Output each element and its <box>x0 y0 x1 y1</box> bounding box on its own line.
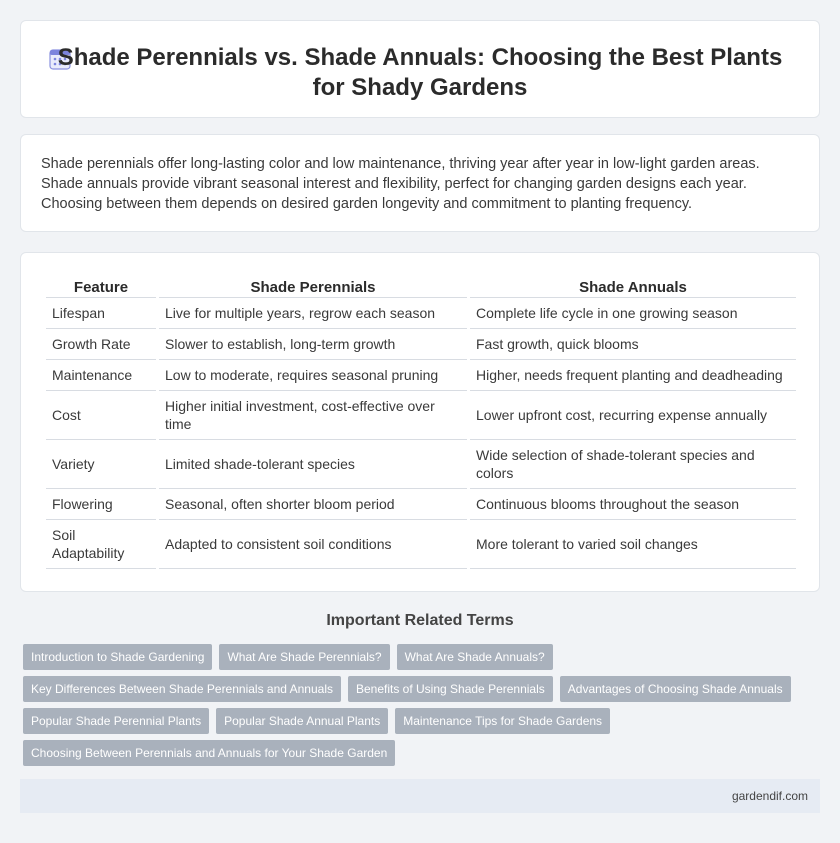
related-term-tag[interactable]: What Are Shade Annuals? <box>397 644 553 670</box>
table-row <box>46 298 796 329</box>
table-cell: Growth Rate <box>46 329 156 360</box>
table-cell: Continuous blooms throughout the season <box>470 489 796 520</box>
tag-row <box>23 644 813 670</box>
related-term-tag[interactable]: Popular Shade Perennial Plants <box>23 708 209 734</box>
table-row <box>46 489 796 520</box>
related-term-tag[interactable]: Choosing Between Perennials and Annuals for Your Shade Garden <box>23 740 395 766</box>
table-cell: Lifespan <box>46 298 156 329</box>
table-cell: Flowering <box>46 489 156 520</box>
footer <box>20 779 820 813</box>
column-header: Shade Annuals <box>470 275 796 298</box>
table-cell: Complete life cycle in one growing season <box>470 298 796 329</box>
table-cell: Adapted to consistent soil conditions <box>159 520 467 569</box>
related-term-tag[interactable]: Key Differences Between Shade Perennials and Annuals <box>23 676 341 702</box>
table-cell: Fast growth, quick blooms <box>470 329 796 360</box>
table-cell: Seasonal, often shorter bloom period <box>159 489 467 520</box>
table-cell: Wide selection of shade-tolerant species and colors <box>470 440 796 489</box>
table-cell: Low to moderate, requires seasonal pruning <box>159 360 467 391</box>
intro-paragraph: Shade perennials offer long-lasting color and low maintenance, thriving year after year in low-light garden areas. Shade annuals provide vibrant seasonal interest and flexibility, perfect for changing garden designs each year. Choosing between them depends on desired garden longevity and commitment to planting frequency. <box>41 156 760 212</box>
table-row <box>46 520 796 569</box>
header-card <box>20 20 820 118</box>
related-term-tag[interactable]: What Are Shade Perennials? <box>219 644 389 670</box>
tag-row <box>23 740 813 766</box>
table-cell: Slower to establish, long-term growth <box>159 329 467 360</box>
table-cell: Variety <box>46 440 156 489</box>
table-row <box>46 329 796 360</box>
tag-row <box>23 676 813 702</box>
comparison-table <box>43 275 799 569</box>
related-term-tag[interactable]: Benefits of Using Shade Perennials <box>348 676 553 702</box>
table-cell: Limited shade-tolerant species <box>159 440 467 489</box>
related-terms-title: Important Related Terms <box>326 612 514 629</box>
comparison-table-card <box>20 252 820 592</box>
tag-row <box>23 708 813 734</box>
table-cell: Higher, needs frequent planting and deadheading <box>470 360 796 391</box>
footer-site-link[interactable]: gardendif.com <box>731 789 808 803</box>
related-terms-tags <box>23 644 813 772</box>
table-cell: Lower upfront cost, recurring expense annually <box>470 391 796 440</box>
table-cell: Higher initial investment, cost-effective over time <box>159 391 467 440</box>
related-term-tag[interactable]: Popular Shade Annual Plants <box>216 708 388 734</box>
related-term-tag[interactable]: Advantages of Choosing Shade Annuals <box>560 676 791 702</box>
table-cell: Cost <box>46 391 156 440</box>
column-header: Feature <box>46 275 156 298</box>
table-cell: More tolerant to varied soil changes <box>470 520 796 569</box>
page-title: Shade Perennials vs. Shade Annuals: Choosing the Best Plants for Shady Gardens <box>57 44 783 101</box>
table-cell: Soil Adaptability <box>46 520 156 569</box>
table-header-row <box>46 275 796 298</box>
related-term-tag[interactable]: Introduction to Shade Gardening <box>23 644 212 670</box>
table-row <box>46 440 796 489</box>
related-term-tag[interactable]: Maintenance Tips for Shade Gardens <box>395 708 610 734</box>
table-row <box>46 360 796 391</box>
intro-card <box>20 134 820 232</box>
column-header: Shade Perennials <box>159 275 467 298</box>
table-cell: Live for multiple years, regrow each season <box>159 298 467 329</box>
table-cell: Maintenance <box>46 360 156 391</box>
table-row <box>46 391 796 440</box>
